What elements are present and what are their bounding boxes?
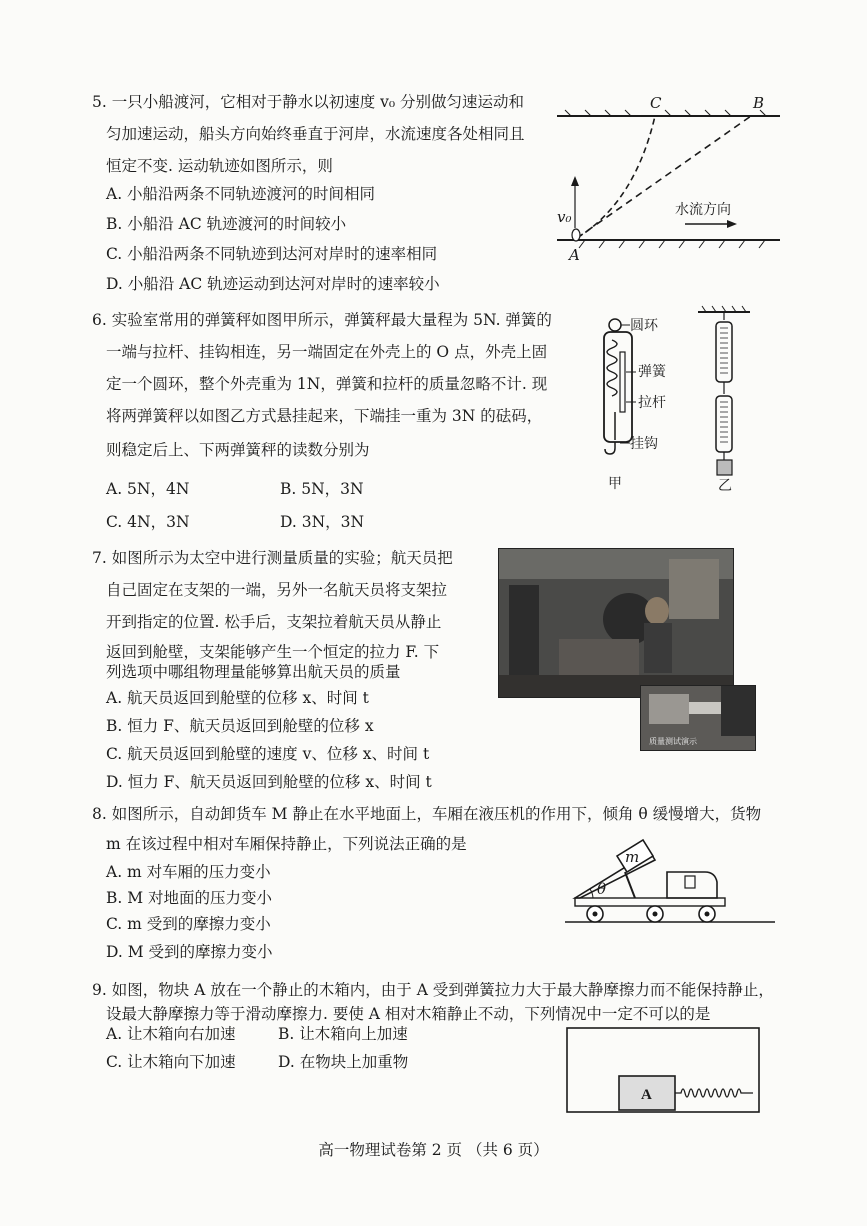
- photo-caption: 质量测试演示: [649, 737, 697, 746]
- label-block-a: A: [641, 1087, 652, 1103]
- q9-option-c: C. 让木箱向下加速: [106, 1053, 236, 1071]
- q7-option-c: C. 航天员返回到舱壁的速度 v、位移 x、时间 t: [106, 745, 430, 763]
- label-a: A: [569, 246, 580, 264]
- label-jia: 甲: [608, 476, 622, 492]
- q5-line-3: 恒定不变. 运动轨迹如图所示，则: [106, 157, 333, 175]
- label-theta: θ: [597, 880, 607, 898]
- q7-line-1: 7. 如图所示为太空中进行测量质量的实验；航天员把: [92, 549, 453, 567]
- q8-option-c: C. m 受到的摩擦力变小: [106, 915, 271, 933]
- q7-line-5: 列选项中哪组物理量能够算出航天员的质量: [106, 663, 401, 681]
- q9-option-d: D. 在物块上加重物: [278, 1053, 409, 1071]
- q6-line-5: 则稳定后上、下两弹簧秤的读数分别为: [106, 441, 370, 459]
- q6-line-1: 6. 实验室常用的弹簧秤如图甲所示，弹簧秤最大量程为 5N. 弹簧的: [92, 311, 552, 329]
- q9-option-a: A. 让木箱向右加速: [106, 1025, 236, 1043]
- q8-option-a: A. m 对车厢的压力变小: [106, 863, 271, 881]
- label-spring: 弹簧: [638, 364, 666, 380]
- label-ring: 圆环: [630, 318, 658, 334]
- label-v0: v₀: [557, 208, 572, 226]
- label-c: C: [650, 94, 662, 112]
- q7-option-d: D. 恒力 F、航天员返回到舱壁的位移 x、时间 t: [106, 773, 432, 791]
- q6-line-3: 定一个圆环，整个外壳重为 1N，弹簧和拉杆的质量忽略不计. 现: [106, 375, 548, 393]
- q8-option-b: B. M 对地面的压力变小: [106, 889, 273, 907]
- q6-option-a: A. 5N，4N: [106, 480, 190, 498]
- label-flow-direction: 水流方向: [675, 202, 731, 218]
- q7-line-2: 自己固定在支架的一端，另外一名航天员将支架拉: [106, 581, 448, 599]
- spring-scale-figure-jia: [590, 312, 690, 492]
- spring-scale-figure-yi: [690, 306, 770, 492]
- q9-option-b: B. 让木箱向上加速: [278, 1025, 408, 1043]
- q7-line-4: 返回到舱壁，支架能够产生一个恒定的拉力 F. 下: [106, 643, 440, 661]
- q6-option-d: D. 3N，3N: [280, 513, 365, 531]
- q8-line-2: m 在该过程中相对车厢保持静止，下列说法正确的是: [106, 835, 467, 853]
- q9-line-2: 设最大静摩擦力等于滑动摩擦力. 要使 A 相对木箱静止不动，下列情况中一定不可以的是: [106, 1005, 711, 1023]
- q6-option-c: C. 4N，3N: [106, 513, 190, 531]
- dump-truck-figure: [555, 832, 785, 932]
- label-rod: 拉杆: [638, 395, 666, 411]
- q6-line-4: 将两弹簧秤以如图乙方式悬挂起来，下端挂一重为 3N 的砝码，: [106, 407, 543, 425]
- q5-option-d: D. 小船沿 AC 轨迹运动到达河对岸时的速率较小: [106, 275, 440, 293]
- q7-line-3: 开到指定的位置. 松手后，支架拉着航天员从静止: [106, 613, 442, 631]
- q7-option-b: B. 恒力 F、航天员返回到舱壁的位移 x: [106, 717, 374, 735]
- q8-option-d: D. M 受到的摩擦力变小: [106, 943, 273, 961]
- q5-line-2: 匀加速运动，船头方向始终垂直于河岸，水流速度各处相同且: [106, 125, 525, 143]
- mass-measurement-inset-photo: [640, 685, 756, 751]
- q6-line-2: 一端与拉杆、挂钩相连，另一端固定在外壳上的 O 点，外壳上固: [106, 343, 548, 361]
- q7-option-a: A. 航天员返回到舱壁的位移 x、时间 t: [106, 689, 369, 707]
- label-yi: 乙: [718, 478, 732, 494]
- label-hook: 挂钩: [630, 436, 658, 452]
- label-b: B: [753, 94, 765, 112]
- q5-line-1: 5. 一只小船渡河，它相对于静水以初速度 v₀ 分别做匀速运动和: [92, 93, 525, 111]
- q5-option-a: A. 小船沿两条不同轨迹渡河的时间相同: [106, 185, 376, 203]
- q6-option-b: B. 5N，3N: [280, 480, 364, 498]
- space-station-photo: [498, 548, 734, 698]
- q5-option-c: C. 小船沿两条不同轨迹到达河对岸时的速率相同: [106, 245, 438, 263]
- q8-line-1: 8. 如图所示，自动卸货车 M 静止在水平地面上，车厢在液压机的作用下，倾角 θ 缓慢增大，货物: [92, 805, 762, 823]
- q9-line-1: 9. 如图，物块 A 放在一个静止的木箱内，由于 A 受到弹簧拉力大于最大静摩擦力而不能保持静止，: [92, 981, 774, 999]
- q5-option-b: B. 小船沿 AC 轨迹渡河的时间较小: [106, 215, 347, 233]
- q5-river-figure: [555, 92, 785, 267]
- label-m: m: [625, 848, 640, 866]
- page-footer: 高一物理试卷第 2 页 （共 6 页）: [318, 1141, 549, 1159]
- box-spring-figure: [565, 1026, 765, 1116]
